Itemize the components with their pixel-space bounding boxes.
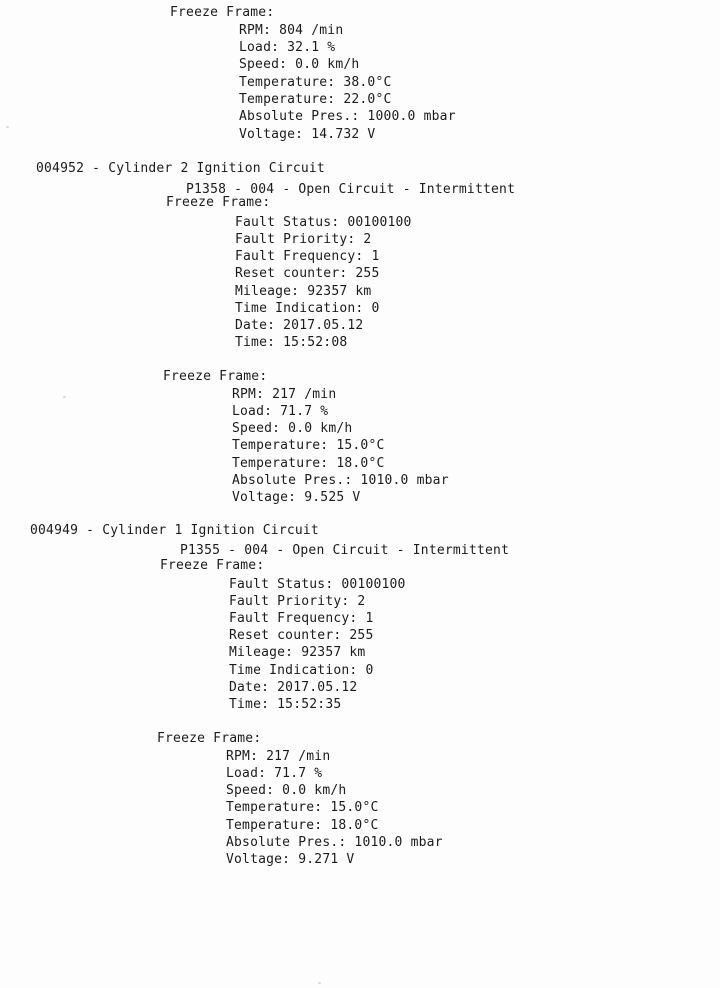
scan-speck xyxy=(6,126,9,128)
mileage-value: Mileage: 92357 km xyxy=(229,645,366,660)
date-value: Date: 2017.05.12 xyxy=(229,680,358,695)
freeze-frame-header: Freeze Frame: xyxy=(163,369,268,384)
rpm-value: RPM: 804 /min xyxy=(239,23,344,38)
date-value: Date: 2017.05.12 xyxy=(235,318,364,333)
reset-counter-value: Reset counter: 255 xyxy=(235,266,380,281)
temperature-value-1: Temperature: 38.0°C xyxy=(239,75,392,90)
voltage-value: Voltage: 14.732 V xyxy=(239,127,376,142)
fault-status-value: Fault Status: 00100100 xyxy=(229,577,406,592)
fault-title: 004952 - Cylinder 2 Ignition Circuit xyxy=(36,161,325,176)
fault-status-value: Fault Status: 00100100 xyxy=(235,215,412,230)
load-value: Load: 71.7 % xyxy=(226,766,323,781)
speed-value: Speed: 0.0 km/h xyxy=(239,57,360,72)
freeze-frame-header: Freeze Frame: xyxy=(170,5,275,20)
rpm-value: RPM: 217 /min xyxy=(226,749,331,764)
scan-speck xyxy=(63,396,66,398)
time-value: Time: 15:52:35 xyxy=(229,697,342,712)
temperature-value-2: Temperature: 22.0°C xyxy=(239,92,392,107)
fault-code-line: P1355 - 004 - Open Circuit - Intermittent xyxy=(180,543,510,558)
fault-priority-value: Fault Priority: 2 xyxy=(229,594,366,609)
temperature-value-2: Temperature: 18.0°C xyxy=(232,456,385,471)
speed-value: Speed: 0.0 km/h xyxy=(232,421,353,436)
absolute-pressure-value: Absolute Pres.: 1010.0 mbar xyxy=(232,473,449,488)
scan-speck xyxy=(318,982,321,984)
temperature-value-1: Temperature: 15.0°C xyxy=(232,438,385,453)
reset-counter-value: Reset counter: 255 xyxy=(229,628,374,643)
fault-title: 004949 - Cylinder 1 Ignition Circuit xyxy=(30,523,319,538)
time-indication-value: Time Indication: 0 xyxy=(229,663,374,678)
temperature-value-2: Temperature: 18.0°C xyxy=(226,818,379,833)
fault-code-line: P1358 - 004 - Open Circuit - Intermittent xyxy=(186,182,516,197)
rpm-value: RPM: 217 /min xyxy=(232,387,337,402)
load-value: Load: 32.1 % xyxy=(239,40,336,55)
time-indication-value: Time Indication: 0 xyxy=(235,301,380,316)
speed-value: Speed: 0.0 km/h xyxy=(226,783,347,798)
absolute-pressure-value: Absolute Pres.: 1010.0 mbar xyxy=(226,835,443,850)
freeze-frame-header: Freeze Frame: xyxy=(166,195,271,210)
voltage-value: Voltage: 9.271 V xyxy=(226,852,355,867)
temperature-value-1: Temperature: 15.0°C xyxy=(226,800,379,815)
freeze-frame-header: Freeze Frame: xyxy=(157,731,262,746)
time-value: Time: 15:52:08 xyxy=(235,335,348,350)
mileage-value: Mileage: 92357 km xyxy=(235,284,372,299)
fault-frequency-value: Fault Frequency: 1 xyxy=(235,249,380,264)
absolute-pressure-value: Absolute Pres.: 1000.0 mbar xyxy=(239,109,456,124)
freeze-frame-header: Freeze Frame: xyxy=(160,558,265,573)
fault-frequency-value: Fault Frequency: 1 xyxy=(229,611,374,626)
fault-priority-value: Fault Priority: 2 xyxy=(235,232,372,247)
voltage-value: Voltage: 9.525 V xyxy=(232,490,361,505)
load-value: Load: 71.7 % xyxy=(232,404,329,419)
